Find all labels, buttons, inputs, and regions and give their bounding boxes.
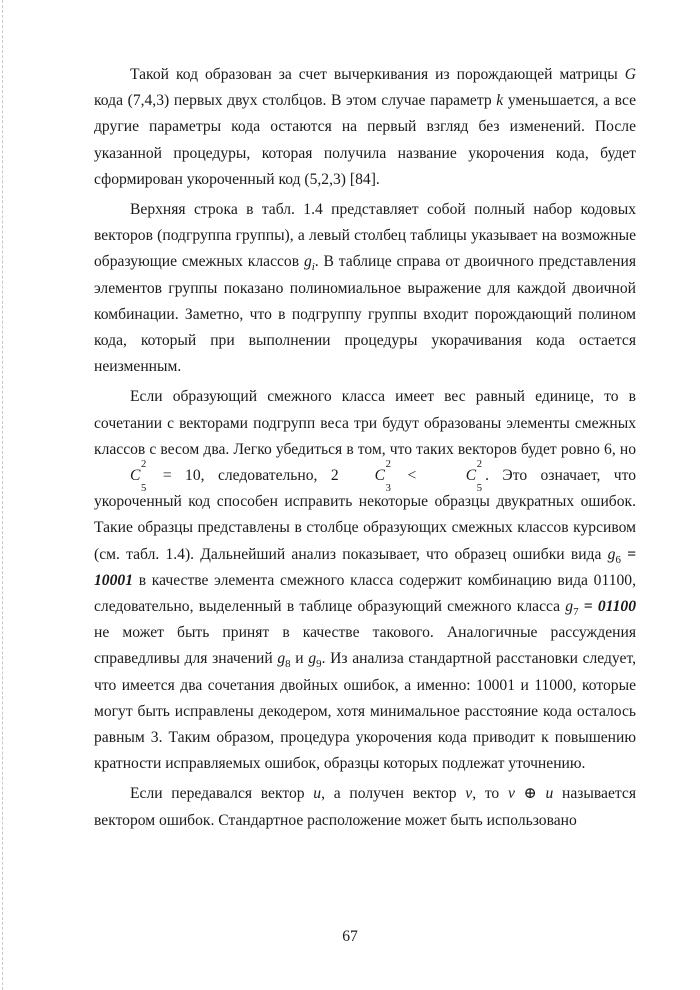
math-sub-5: 5 bbox=[476, 482, 483, 494]
math-sub-3: 3 bbox=[385, 482, 391, 494]
p1-text-1: Такой код образован за счет вычеркивания из порождающей матрицы bbox=[130, 66, 618, 83]
math-code-743: (7,4,3) bbox=[127, 92, 170, 110]
p3-text-3: . Это означает, что укороченный код способен исправить некоторые образцы двукратных ошибок. Такие образцы представлены в столбце образующих смежных классов курсивом (см. табл. 1.4). Дальнейший анализ показывает, что образец ошибки вида bbox=[94, 467, 637, 563]
math-C: C bbox=[130, 467, 141, 485]
math-sup-2: 2 bbox=[385, 459, 391, 471]
p4-text-2: , а получен вектор bbox=[321, 785, 457, 803]
math-C: C bbox=[465, 467, 477, 485]
math-u: u bbox=[313, 785, 322, 803]
math-sup-2: 2 bbox=[141, 459, 147, 471]
math-sub-5: 5 bbox=[141, 482, 147, 494]
p3-text-2: , следовательно, bbox=[200, 467, 318, 485]
math-sub-i: i bbox=[311, 261, 315, 274]
paragraph-2 bbox=[94, 197, 636, 380]
p1-text-2: кода bbox=[94, 92, 123, 110]
paragraph-1 bbox=[94, 62, 636, 193]
p3-text-5: не может быть принят в качестве такового. Аналогичные рассуждения справедливы для значений bbox=[94, 624, 636, 668]
math-sub-9: 9 bbox=[316, 658, 322, 671]
math-sup-2: 2 bbox=[476, 459, 483, 471]
math-k: k bbox=[496, 92, 504, 110]
math-g8: g bbox=[277, 650, 286, 668]
p1-text-5: [84]. bbox=[349, 170, 380, 188]
math-g7-value: = 01100 bbox=[583, 598, 636, 616]
math-sub-7: 7 bbox=[573, 606, 579, 619]
p2-text-1: Верхняя строка в табл. 1.4 представляет собой полный набор кодовых векторов (подгруппа группы), а левый столбец таблицы указывает на возможные образующие смежных классов bbox=[94, 201, 636, 271]
math-g: g bbox=[303, 253, 312, 271]
math-sub-8: 8 bbox=[285, 658, 291, 671]
p4-text-4: называется вектором ошибок. Стандартное расположение может быть использовано bbox=[94, 785, 637, 829]
math-c-5-2b bbox=[430, 459, 485, 494]
math-v: v bbox=[465, 785, 473, 803]
math-less-than: < bbox=[407, 467, 417, 485]
p3-text-6: и bbox=[295, 650, 304, 668]
p3-text-4: в качестве элемента смежного класса содержит комбинацию вида 01100, следовательно, выделенный в таблице образующий смежного класса bbox=[94, 571, 636, 616]
p1-text-4: уменьшается, а все другие параметры кода остаются на первый взгляд без изменений. После указанной процедуры, которая получила название укорочения кода, будет сформирован укороченный код bbox=[94, 92, 636, 188]
p2-text-2: . В таблице справа от двоичного представления элементов группы показано полиномиальное выражение для каждой двоичной комбинации. Заметно, что в подгруппу группы входит порождающий полином кода, который при выполнении процедуры укорачивания кода остается неизменным. bbox=[94, 253, 636, 376]
paragraph-3 bbox=[94, 384, 636, 777]
math-g9: g bbox=[308, 650, 317, 668]
p4-text-3: , то bbox=[472, 785, 500, 803]
math-g6: g bbox=[607, 545, 616, 563]
math-code-523: (5,2,3) bbox=[304, 170, 346, 188]
page-number: 67 bbox=[342, 928, 358, 945]
math-g6-value: = 10001 bbox=[94, 545, 637, 589]
math-c-3-2 bbox=[339, 459, 394, 494]
p3-text-1: Если образующий смежного класса имеет вес равный единице, то в сочетании с векторами подгрупп веса три будут образованы элементы смежных классов с весом два. Легко убедиться в том, что таких векторов будет ровно 6, но bbox=[94, 388, 636, 458]
math-g7: g bbox=[565, 598, 574, 616]
p4-text-1: Если передавался вектор bbox=[130, 785, 305, 803]
math-C: C bbox=[374, 467, 386, 485]
math-c-5-2 bbox=[94, 459, 149, 494]
paragraph-4 bbox=[94, 781, 636, 833]
math-v-xor-u: v ⊕ u bbox=[507, 785, 554, 803]
math-sub-6: 6 bbox=[615, 553, 621, 566]
p3-text-7: . Из анализа стандартной расстановки следует, что имеется два сочетания двойных ошибок, а именно: 10001 и 11000, которые могут быть исправлены декодером, хотя минимальное расстояние кода осталось равным 3. Таким образом, процедура укорочения кода приводит к повышению кратности исправляемых ошибок, образцы которых подлежат уточнению. bbox=[94, 650, 636, 773]
p1-text-3: первых двух столбцов. В этом случае параметр bbox=[173, 92, 492, 110]
page-edge-line bbox=[2, 0, 3, 990]
math-eq-10: = 10 bbox=[162, 467, 201, 485]
math-coef-2: 2 bbox=[330, 467, 339, 485]
math-G: G bbox=[624, 66, 636, 83]
page-body bbox=[94, 62, 636, 838]
